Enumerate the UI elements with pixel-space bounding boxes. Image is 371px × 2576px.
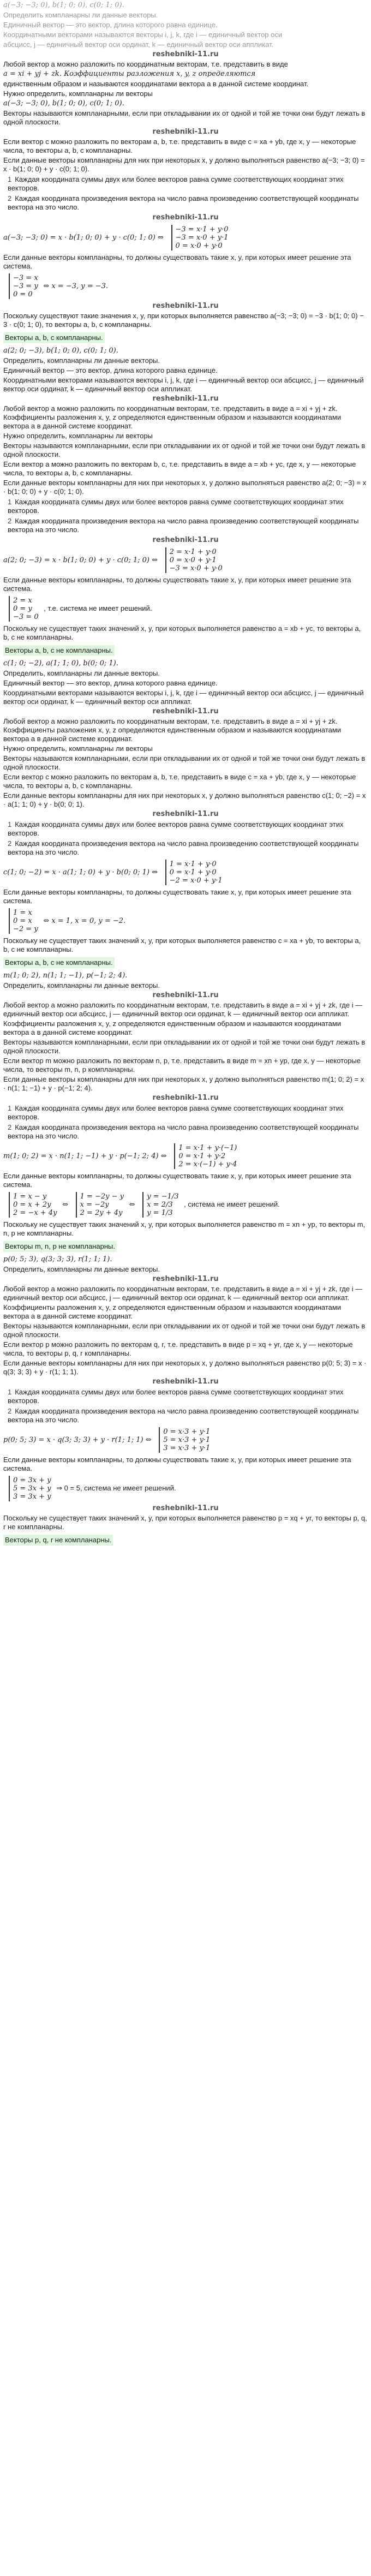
system-2-line: [3, 1475, 368, 1502]
answer: Векторы a, b, c компланарны.: [3, 332, 105, 343]
watermark: reshebniki-11.ru: [152, 1275, 219, 1283]
equation-left: c(1; 0; −2) = x · a(1; 1; 0) + y · b(0; 0; 1) ⇔: [3, 868, 158, 876]
definition: Векторы называются компланарными, если при откладывании их от одной и той же точки они будут лежать в одной плоскости.: [3, 442, 366, 458]
coord-def: Координатными векторами называются векторы i, j, k, где i — единичный вектор оси абсцисс, j — единичный вектор оси ординат, k — единичный вектор оси аппликат.: [3, 376, 364, 393]
problem-5: [3, 1255, 368, 1547]
coord-def: Координатными векторами называются векторы i, j, k, где i — единичный вектор оси абсцисс, j — единичный вектор оси ординат, k — единичный вектор оси аппликат.: [3, 689, 364, 706]
system-1: 2 = x·1 + y·0 0 = x·0 + y·1 −3 = x·0 + y·0: [165, 547, 226, 573]
faded-vectors: a(−3; −3; 0), b(1; 0; 0), c(0; 1; 0).: [3, 1, 124, 9]
definition: Векторы называются компланарными, если при откладывании их от одной и той же точки они будут лежать в одной плоскости.: [3, 1322, 366, 1339]
system-2-line: [3, 907, 368, 935]
problem-1: [3, 90, 368, 345]
problem-title: a(−3; −3; 0), b(1; 0; 0), c(0; 1; 0).: [3, 99, 124, 108]
watermark: reshebniki-11.ru: [152, 810, 219, 818]
coefficients: Коэффициенты разложения x, y, z определяются единственным образом и называются координатами вектора a в данной системе координат.: [3, 1019, 342, 1036]
system-chain: 1 = x − y 0 = x + 2y 2 = −x + 4y ⇔ 1 = −2y − y x = −2y 2 = 2y + 4y ⇔ y = −1/3 x = 2/3 y = 1/3 , система не имеет решений.: [3, 1191, 368, 1219]
rule-2: 2 Каждая координата произведения вектора на число равна произведению соответствующей координаты вектора на это число.: [8, 517, 359, 534]
watermark: reshebniki-11.ru: [152, 536, 219, 544]
watermark: reshebniki-11.ru: [152, 991, 219, 999]
decomposition: Если данные векторы компланарны для них при некоторых x, y должно выполняться равенство a(−3; −3; 0) = x · b(1; 0; 0) + y · c(0; 1; 0).: [3, 156, 365, 173]
intro-formula: a = xi + yj + zk. Коэффициенты разложения x, y, z определяются: [3, 70, 256, 78]
watermark: reshebniki-11.ru: [152, 1504, 219, 1512]
faded-text: абсцисс, j — единичный вектор оси ординат, k — единичный вектор оси аппликат.: [3, 40, 274, 49]
watermark: reshebniki-11.ru: [152, 302, 219, 310]
conclusion: Поскольку не существует таких значений x, y, при которых выполняется равенство a = xb + yc, то векторы a, b, c не компланарны.: [3, 624, 361, 641]
intro-lead: Любой вектор a можно разложить по координатным векторам, т.е. представить в виде: [3, 60, 288, 68]
watermark: reshebniki-11.ru: [152, 213, 219, 222]
question2: Нужно определить, компланарны ли векторы: [3, 744, 153, 753]
condition: Если вектор m можно разложить по векторам n, p, т.е. представить в виде m = xn + yp, где x, y — некоторые числа, то векторы m, n, p компланарны.: [3, 1057, 361, 1074]
lead: Любой вектор a можно разложить по координатным векторам, т.е. представить в виде a = xi + yj + zk, где i — единичный вектор оси абсцисс, j — единичный вектор оси ординат, k — единичный вектор оси аппликат.: [3, 1001, 363, 1018]
equation: [3, 546, 368, 574]
decomposition: Если данные векторы компланарны для них при некоторых x, y должно выполняться равенство c(1; 0; −2) = x · a(1; 1; 0) + y · b(0; 0; 1).: [3, 791, 366, 808]
question: Определить, компланарны ли данные векторы.: [3, 669, 160, 677]
watermark: reshebniki-11.ru: [152, 1094, 219, 1102]
system-1: 0 = x·3 + y·1 5 = x·3 + y·1 3 = x·3 + y·1: [159, 1427, 213, 1453]
decomposition: Если данные векторы компланарны для них при некоторых x, y должно выполняться равенство a(2; 0; −3) = x · b(1; 0; 0) + y · c(0; 1; 0).: [3, 479, 367, 496]
system-note: Если данные векторы компланарны, то должны существовать такие x, y, при которых имеет решение эта система.: [3, 888, 351, 905]
equation-left: p(0; 5; 3) = x · q(3; 3; 3) + y · r(1; 1; 1) ⇔: [3, 1435, 152, 1444]
rule-2: 2 Каждая координата произведения вектора на число равна произведению соответствующей координаты вектора на это число.: [8, 194, 359, 211]
unit-def: Единичный вектор — это вектор, длина которого равна единице.: [3, 366, 218, 374]
system-2: 2 = x 0 = y −3 = 0: [9, 596, 42, 622]
lead: Любой вектор a можно разложить по координатным векторам, т.е. представить в виде a = xi + yj + zk. Коэффициенты разложения x, y, z определяются единственным образом и называются координатами вектора a в данной системе координат.: [3, 717, 342, 743]
question: Определить, компланарны ли данные векторы.: [3, 1265, 160, 1273]
problem-3: [3, 659, 368, 970]
system-2-tail: ⇔ x = 1, x = 0, y = −2.: [43, 916, 126, 925]
rule-1: 1 Каждая координата суммы двух или более векторов равна сумме соответствующих координат этих векторов.: [8, 1104, 344, 1121]
lead: Любой вектор a можно разложить по координатным векторам, т.е. представить в виде a = xi + yj + zk, где i — единичный вектор оси абсцисс, j — единичный вектор оси ординат, k — единичный вектор оси аппликат.: [3, 1285, 363, 1302]
system-note: Если данные векторы компланарны, то должны существовать такие x, y, при которых имеет решение эта система.: [3, 1172, 351, 1189]
conclusion: Поскольку существуют такие значения x, y, при которых выполняется равенство a(−3; −3; 0) = −3 · b(1; 0; 0) − 3 · c(0; 1; 0), то векторы a, b, c компланарны.: [3, 312, 364, 329]
condition: Если вектор p можно разложить по векторам q, r, т.е. представить в виде p = xq + yr, где x, y — некоторые числа, то векторы p, q, r компланарны.: [3, 1340, 353, 1357]
system-2: 1 = x 0 = x −2 = y: [9, 908, 41, 934]
system-2-tail: ⇔ x = −3, y = −3.: [43, 282, 109, 290]
equation-left: a(2; 0; −3) = x · b(1; 0; 0) + y · c(0; 1; 0) ⇔: [3, 556, 158, 564]
watermark: reshebniki-11.ru: [152, 707, 219, 715]
watermark: reshebniki-11.ru: [152, 395, 219, 403]
answer: Векторы m, n, p не компланарны.: [3, 1241, 117, 1252]
system-note: Если данные векторы компланарны, то должны существовать такие x, y, при которых имеет решение эта система.: [3, 576, 351, 593]
equation: [3, 224, 368, 252]
problem-4: [3, 971, 368, 1254]
conclusion: Поскольку не существует таких значений x, y, при которых выполняется равенство m = xn + yp, то векторы m, n, p не компланарны.: [3, 1220, 366, 1237]
equation: [3, 1426, 368, 1454]
condition: Если вектор a можно разложить по векторам b, c, т.е. представить в виде a = xb + yc, где x, y — некоторые числа, то векторы a, b, c компланарны.: [3, 460, 356, 477]
system-2-line: [3, 595, 368, 623]
system-2: −3 = x −3 = y 0 = 0: [9, 273, 41, 299]
problem-title: p(0; 5; 3), q(3; 3; 3), r(1; 1; 1).: [3, 1255, 112, 1263]
system-2: 1 = x − y 0 = x + 2y 2 = −x + 4y: [9, 1192, 60, 1218]
system-2-line: [3, 272, 368, 300]
definition: Векторы называются компланарными, если при откладывании их от одной и той же точки они будут лежать в одной плоскости.: [3, 754, 366, 771]
unit-def: Единичный вектор — это вектор, длина которого равна единице.: [3, 679, 218, 687]
faded-text: Единичный вектор — это вектор, длина которого равна единице.: [3, 21, 218, 29]
answer: Векторы p, q, r не компланарны.: [3, 1535, 113, 1546]
decomposition: Если данные векторы компланарны для них при некоторых x, y должно выполняться равенство p(0; 5; 3) = x · q(3; 3; 3) + y · r(1; 1; 1).: [3, 1359, 367, 1376]
watermark: reshebniki-11.ru: [152, 128, 219, 136]
rule-1: 1 Каждая координата суммы двух или более векторов равна сумме соответствующих координат этих векторов.: [8, 820, 344, 837]
system-3: 1 = −2y − y x = −2y 2 = 2y + 4y: [76, 1192, 127, 1218]
lead: Любой вектор a можно разложить по координатным векторам, т.е. представить в виде a = xi + yj + zk. Коэффициенты разложения x, y, z определяются единственным образом и называются координатами вектора a в данной системе координат.: [3, 404, 342, 430]
coefficients: Коэффициенты разложения x, y, z определяются единственным образом и называются координатами вектора a в данной системе координат.: [3, 1303, 342, 1320]
definition: Векторы называются компланарными, если при откладывании их от одной и той же точки они будут лежать в одной плоскости.: [3, 1038, 366, 1055]
system-1: −3 = x·1 + y·0 −3 = x·0 + y·1 0 = x·0 + y·0: [171, 225, 232, 251]
system-1: 1 = x·1 + y·(−1) 0 = x·1 + y·2 2 = x·(−1) + y·4: [174, 1143, 240, 1169]
equation: [3, 858, 368, 886]
intro-tail: единственным образом и называются координатами вектора a в данной системе координат.: [3, 80, 309, 88]
system-2-tail: , т.е. система не имеет решений.: [44, 604, 152, 612]
intro: [3, 60, 368, 88]
conclusion: Поскольку не существует таких значений x, y, при которых выполняется равенство p = xq + yr, то векторы p, q, r не компланарны.: [3, 1514, 367, 1531]
problem-2: [3, 347, 368, 658]
watermark: reshebniki-11.ru: [152, 50, 219, 58]
system-tail: , система не имеет решений.: [184, 1200, 280, 1208]
rule-1: 1 Каждая координата суммы двух или более векторов равна сумме соответствующих координат этих векторов.: [8, 175, 344, 192]
equation: [3, 1142, 368, 1170]
system-2-tail: ⇒ 0 = 5, система не имеет решений.: [56, 1483, 176, 1492]
equation-left: a(−3; −3; 0) = x · b(1; 0; 0) + y · c(0; 1; 0) ⇔: [3, 233, 164, 242]
rule-2: 2 Каждая координата произведения вектора на число равна произведению соответствующей координаты вектора на это число.: [8, 1123, 359, 1140]
faded-text: Определить компланарны ли данные векторы.: [3, 11, 158, 19]
system-2: 0 = 3x + y 5 = 3x + y 3 = 3x + y: [9, 1476, 55, 1501]
rule-1: 1 Каждая координата суммы двух или более векторов равна сумме соответствующих координат этих векторов.: [8, 498, 344, 515]
watermark: reshebniki-11.ru: [152, 1378, 219, 1386]
question: Нужно определить, компланарны ли векторы: [3, 90, 153, 98]
system-4: y = −1/3 x = 2/3 y = 1/3: [142, 1192, 182, 1218]
question2: Нужно определить, компланарны ли векторы: [3, 432, 153, 440]
question: Определить, компланарны ли данные векторы.: [3, 981, 160, 989]
faded-text: Координатными векторами называются векторы i, j, k, где i — единичный вектор оси: [3, 31, 283, 39]
system-note: Если данные векторы компланарны, то должны существовать такие x, y, при которых имеет решение эта система.: [3, 253, 351, 270]
system-note: Если данные векторы компланарны, то должны существовать такие x, y, при которых имеет решение эта система.: [3, 1456, 351, 1472]
decomposition: Если данные векторы компланарны для них при некоторых x, y должно выполняться равенство m(1; 0; 2) = x · n(1; 1; −1) + y · p(−1; 2; 4).: [3, 1075, 364, 1092]
condition: Если вектор c можно разложить по векторам a, b, т.е. представить в виде c = xa + yb, где x, y — некоторые числа, то векторы a, b, c компланарны.: [3, 138, 356, 154]
condition: Если вектор c можно разложить по векторам a, b, т.е. представить в виде c = xa + yb, где x, y — некоторые числа, то векторы a, b, c компланарны.: [3, 773, 356, 790]
answer: Векторы a, b, c не компланарны.: [3, 645, 115, 656]
system-1: 1 = x·1 + y·0 0 = x·1 + y·0 −2 = x·0 + y·1: [165, 860, 226, 885]
question: Определить, компланарны ли данные векторы.: [3, 356, 160, 365]
rule-1: 1 Каждая координата суммы двух или более векторов равна сумме соответствующих координат этих векторов.: [8, 1388, 344, 1405]
problem-title: a(2; 0; −3), b(1; 0; 0), c(0; 1; 0).: [3, 347, 118, 355]
definition: Векторы называются компланарными, если при откладывании их от одной и той же точки они будут лежать в одной плоскости.: [3, 109, 366, 126]
rule-2: 2 Каждая координата произведения вектора на число равна произведению соответствующей координаты вектора на это число.: [8, 1407, 359, 1424]
equation-left: m(1; 0; 2) = x · n(1; 1; −1) + y · p(−1; 2; 4) ⇔: [3, 1152, 167, 1160]
problem-title: m(1; 0; 2), n(1; 1; −1), p(−1; 2; 4).: [3, 971, 128, 980]
answer: Векторы a, b, c не компланарны.: [3, 957, 115, 968]
conclusion: Поскольку не существует таких значений x, y, при которых выполняется равенство c = xa + yb, то векторы a, b, c не компланарны.: [3, 937, 361, 953]
faded-header: [3, 1, 368, 49]
problem-title: c(1; 0; −2), a(1; 1; 0), b(0; 0; 1).: [3, 659, 118, 667]
rule-2: 2 Каждая координата произведения вектора на число равна произведению соответствующей координаты вектора на это число.: [8, 839, 359, 856]
